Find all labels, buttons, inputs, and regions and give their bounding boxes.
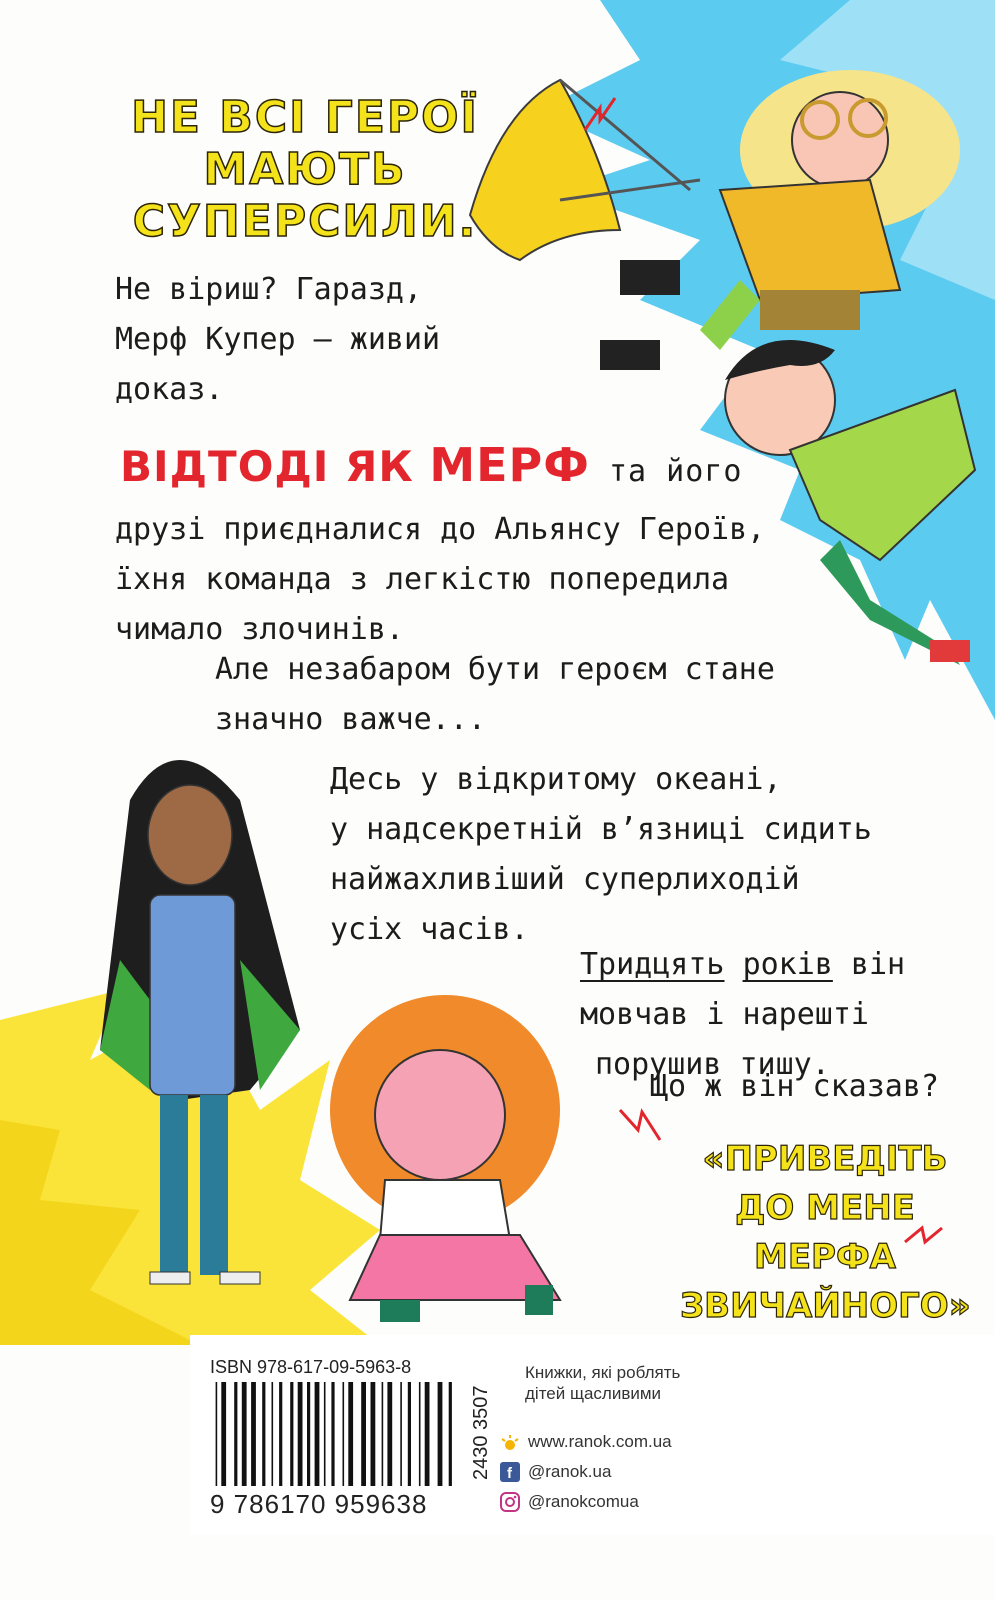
- paragraph-line: усіх часів.: [330, 912, 529, 947]
- sun-logo-icon: [500, 1432, 520, 1452]
- barcode-bar: [343, 1382, 345, 1486]
- paragraph-line: Але незабаром бути героєм стане: [215, 652, 775, 687]
- underlined-word: Тридцять: [580, 947, 725, 982]
- barcode-bar: [324, 1382, 326, 1486]
- headline: [115, 92, 495, 248]
- publisher-tagline: [525, 1362, 680, 1404]
- underlined-word: років: [742, 947, 833, 982]
- intro-line: Не віриш? Гаразд,: [115, 272, 423, 307]
- paragraph-line: у надсекретній в’язниці сидить: [330, 812, 872, 847]
- paragraph-1: [115, 505, 765, 655]
- facebook-row[interactable]: [500, 1462, 611, 1482]
- intro-text: [115, 265, 440, 415]
- barcode-bar: [315, 1382, 320, 1486]
- barcode-bar: [234, 1382, 237, 1486]
- website-row[interactable]: [500, 1432, 672, 1452]
- barcode-bar: [449, 1382, 452, 1486]
- question: Що ж він сказав?: [650, 1069, 939, 1104]
- barcode: [212, 1382, 462, 1492]
- section-title-rest: та його: [589, 454, 743, 489]
- barcode-bar: [382, 1382, 384, 1486]
- instagram-icon: [500, 1492, 520, 1512]
- blue-sweater: [150, 895, 235, 1095]
- facebook-link[interactable]: @ranok.ua: [528, 1462, 612, 1481]
- barcode-bar: [307, 1382, 310, 1486]
- barcode-bar: [331, 1382, 334, 1486]
- section-title: [120, 438, 742, 497]
- barcode-bar: [419, 1382, 421, 1486]
- paragraph-line: значно важче...: [215, 702, 486, 737]
- quote-line: МЕРФА: [753, 1237, 896, 1277]
- addon-digits: 2430 3507: [470, 1385, 492, 1481]
- quote-line: ЗВИЧАЙНОГО»: [680, 1286, 971, 1326]
- svg-text:f: f: [507, 1465, 512, 1482]
- paragraph-2: [215, 645, 775, 745]
- intro-line: доказ.: [115, 372, 224, 407]
- quote-line: ДО МЕНЕ: [735, 1188, 915, 1228]
- barcode-bar: [262, 1382, 265, 1486]
- instagram-link[interactable]: @ranokcomua: [528, 1492, 639, 1511]
- instagram-row[interactable]: [500, 1492, 639, 1512]
- tagline-line: Книжки, які роблять: [525, 1363, 681, 1382]
- paragraph-line: чимало злочинів.: [115, 612, 404, 647]
- paragraph-line: найжахливіший суперлиходій: [330, 862, 800, 897]
- paragraph-line: порушив тишу.: [595, 1047, 830, 1082]
- barcode-bar: [298, 1382, 303, 1486]
- villain-quote: [680, 1135, 970, 1331]
- barcode-bar: [242, 1382, 247, 1486]
- paragraph-line: [580, 940, 905, 990]
- intro-line: Мерф Купер — живий: [115, 322, 441, 357]
- white-shirt: [380, 1180, 510, 1240]
- barcode-bar: [221, 1382, 226, 1486]
- barcode-bar: [361, 1382, 366, 1486]
- headline-line: НЕ ВСІ ГЕРОЇ: [131, 92, 479, 143]
- dark-girl-face: [148, 785, 232, 885]
- isbn: ISBN 978-617-09-5963-8: [210, 1357, 412, 1377]
- barcode-bar: [387, 1382, 392, 1486]
- barcode-bar: [348, 1382, 353, 1486]
- ean-digits: 9 786170 959638: [210, 1489, 428, 1519]
- barcode-bar: [279, 1382, 282, 1486]
- merf-name: МЕРФ: [429, 438, 590, 492]
- barcode-bar: [408, 1382, 411, 1486]
- barcode-bar: [425, 1382, 430, 1486]
- headline-line: МАЮТЬ: [203, 144, 407, 195]
- tagline-line: дітей щасливими: [525, 1384, 662, 1403]
- barcode-bar: [216, 1382, 218, 1486]
- barcode-bar: [272, 1382, 274, 1486]
- facebook-icon: [500, 1462, 520, 1482]
- barcode-bar: [400, 1382, 402, 1486]
- paragraph-line: мовчав і нарешті: [580, 997, 869, 1032]
- barcode-bar: [438, 1382, 443, 1486]
- paragraph-line: друзі приєдналися до Альянсу Героїв,: [115, 512, 766, 547]
- barcode-bar: [251, 1382, 256, 1486]
- barcode-bar: [290, 1382, 293, 1486]
- headline-line: СУПЕРСИЛИ.: [132, 196, 478, 247]
- paragraph-line: їхня команда з легкістю попередила: [115, 562, 730, 597]
- barcode-bar: [371, 1382, 376, 1486]
- section-title-red: ВІДТОДІ ЯК: [120, 442, 430, 491]
- paragraph-word: він: [832, 947, 906, 982]
- redhead-face: [375, 1050, 505, 1180]
- website-link[interactable]: www.ranok.com.ua: [528, 1432, 672, 1451]
- quote-line: «ПРИВЕДІТЬ: [702, 1139, 948, 1179]
- paragraph-3: [330, 755, 872, 955]
- paragraph-line: Десь у відкритому океані,: [330, 762, 782, 797]
